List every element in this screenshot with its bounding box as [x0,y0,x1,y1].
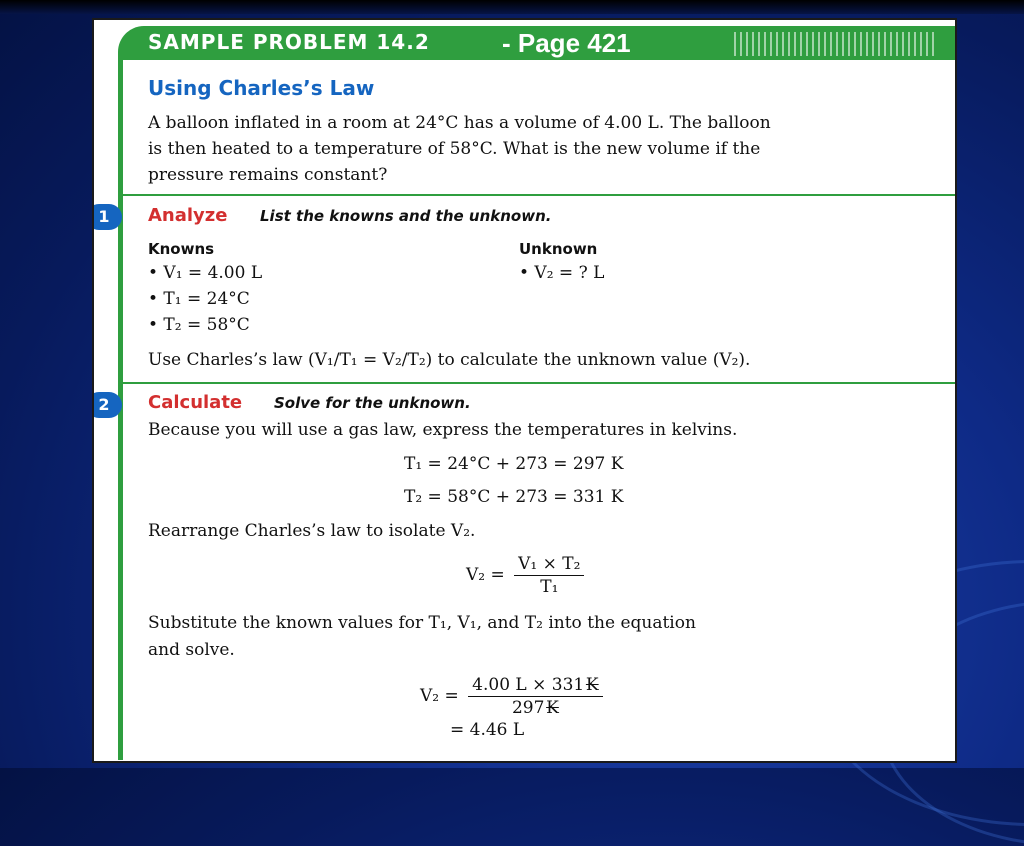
unknown-header: Unknown [519,240,598,258]
problem-line: pressure remains constant? [148,165,388,185]
solution-result: = 4.46 L [450,720,525,740]
sample-problem-card [92,18,957,763]
substitute-text-cont: and solve. [148,640,235,660]
knowns-header: Knowns [148,240,215,258]
known-item: • V₁ = 4.00 L [148,263,263,283]
problem-line: is then heated to a temperature of 58°C. What is the new volume if the [148,139,761,159]
step-2-title: Calculate [148,392,243,413]
step-1-badge: 1 [92,204,122,230]
problem-subtitle: Using Charles’s Law [148,76,375,100]
unknown-item: • V₂ = ? L [519,263,605,283]
solution-denominator: 297 K [511,698,559,718]
isolate-fraction [514,554,584,597]
isolate-numerator: V₁ × T₂ [514,554,584,576]
solution-fraction [468,675,602,718]
isolate-lhs: V₂ = [466,565,505,585]
equation-t1: T₁ = 24°C + 273 = 297 K [404,454,624,474]
step-2-subtitle: Solve for the unknown. [274,394,471,412]
step-1-title: Analyze [148,205,228,226]
section-divider [118,194,957,196]
isolate-equation [466,554,584,597]
known-item: • T₂ = 58°C [148,315,250,335]
problem-statement [148,110,948,188]
section-divider [118,382,957,384]
solution-numerator: 4.00 L × 331 K [468,675,602,697]
problem-line: A balloon inflated in a room at 24°C has a volume of 4.00 L. The balloon [148,113,771,133]
known-item: • T₁ = 24°C [148,289,250,309]
equation-t2: T₂ = 58°C + 273 = 331 K [404,487,624,507]
analyze-note: Use Charles’s law (V₁/T₁ = V₂/T₂) to calculate the unknown value (V₂). [148,350,751,370]
sample-problem-title: SAMPLE PROBLEM 14.2 [148,30,430,54]
calculate-intro: Because you will use a gas law, express the temperatures in kelvins. [148,420,738,440]
isolate-denominator: T₁ [540,577,559,597]
slide-top-band [0,0,1024,14]
page-reference: - Page 421 [502,28,631,58]
solution-equation [420,675,603,718]
substitute-text: Substitute the known values for T₁, V₁, and T₂ into the equation [148,613,696,633]
solution-lhs: V₂ = [420,686,459,706]
step-2-badge: 2 [92,392,122,418]
step-1-subtitle: List the knowns and the unknown. [260,207,552,225]
header-stripes [734,32,934,56]
rearrange-text: Rearrange Charles’s law to isolate V₂. [148,521,476,541]
